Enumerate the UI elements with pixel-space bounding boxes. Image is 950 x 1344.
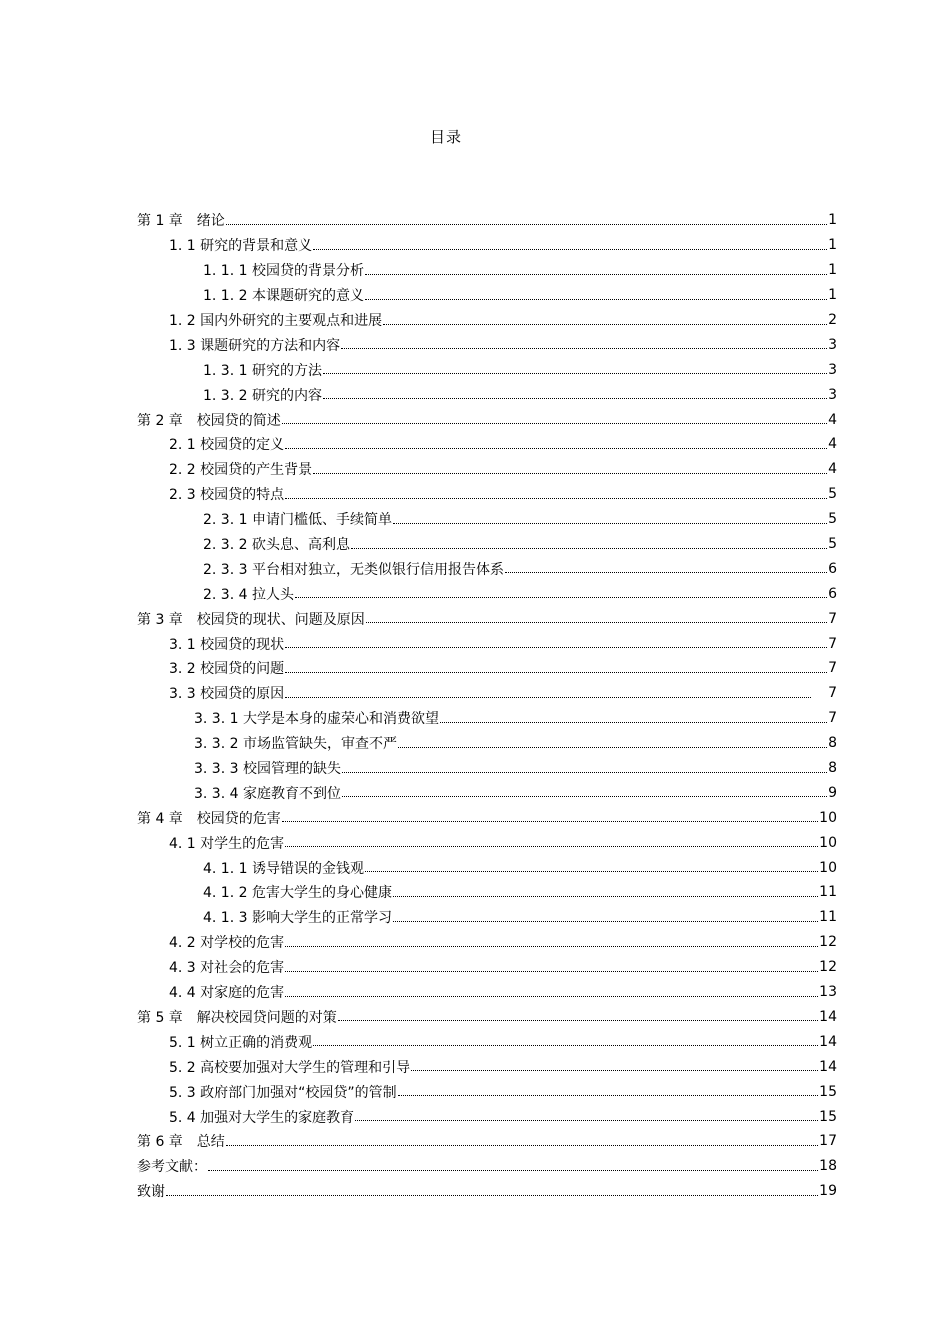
toc-entry[interactable] <box>137 731 837 756</box>
toc-dot-leader <box>285 434 827 449</box>
toc-entry-label: 3. 1 校园贷的现状 <box>169 634 284 654</box>
toc-page-number: 12 <box>819 934 837 951</box>
toc-dot-leader <box>342 758 827 773</box>
toc-entry[interactable] <box>137 1054 837 1079</box>
toc-entry-label: 2. 3. 1 申请门槛低、手续简单 <box>203 509 392 529</box>
toc-dot-leader <box>393 882 818 897</box>
toc-dot-leader <box>505 558 827 573</box>
toc-page-number: 7 <box>828 610 837 627</box>
toc-page-number: 4 <box>828 436 837 453</box>
toc-entry-label: 1. 2 国内外研究的主要观点和进展 <box>169 310 382 330</box>
toc-page-number: 3 <box>828 386 837 403</box>
toc-dot-leader <box>208 1156 818 1171</box>
toc-page-number: 17 <box>819 1133 837 1150</box>
toc-entry[interactable] <box>137 507 837 532</box>
toc-dot-leader <box>383 310 827 325</box>
toc-dot-leader <box>285 957 818 972</box>
toc-page-number: 8 <box>828 735 837 752</box>
toc-page-number: 4 <box>828 461 837 478</box>
toc-entry[interactable] <box>137 606 837 631</box>
toc-entry[interactable] <box>137 382 837 407</box>
toc-page-number: 15 <box>819 1083 837 1100</box>
toc-entry[interactable] <box>137 1029 837 1054</box>
toc-entry[interactable] <box>137 332 837 357</box>
toc-dot-leader <box>341 334 827 349</box>
toc-page-number: 11 <box>819 909 837 926</box>
toc-entry[interactable] <box>137 855 837 880</box>
toc-dot-leader <box>295 583 827 598</box>
toc-entry[interactable] <box>137 1079 837 1104</box>
toc-page-number: 10 <box>819 809 837 826</box>
toc-entry-label: 1. 3. 1 研究的方法 <box>203 360 322 380</box>
toc-entry-label: 参考文献： <box>137 1156 207 1176</box>
toc-entry-label: 4. 4 对家庭的危害 <box>169 982 284 1002</box>
toc-entry[interactable] <box>137 1179 837 1204</box>
toc-entry[interactable] <box>137 581 837 606</box>
toc-dot-leader <box>285 683 811 698</box>
toc-entry[interactable] <box>137 308 837 333</box>
toc-page-number: 14 <box>819 1008 837 1025</box>
toc-entry[interactable] <box>137 955 837 980</box>
toc-entry-label: 3. 3. 2 市场监管缺失，审查不严 <box>194 733 397 753</box>
toc-page-number: 9 <box>828 784 837 801</box>
toc-dot-leader <box>282 807 818 822</box>
toc-dot-leader <box>285 484 827 499</box>
toc-page-number: 6 <box>828 585 837 602</box>
toc-entry-label: 2. 3. 4 拉人头 <box>203 584 294 604</box>
toc-entry-label: 4. 1. 2 危害大学生的身心健康 <box>203 882 392 902</box>
toc-dot-leader <box>366 608 827 623</box>
toc-dot-leader <box>285 982 818 997</box>
toc-entry-label: 4. 1 对学生的危害 <box>169 833 284 853</box>
toc-dot-leader <box>440 708 827 723</box>
toc-entry-label: 4. 3 对社会的危害 <box>169 957 284 977</box>
toc-entry[interactable] <box>137 432 837 457</box>
toc-page-number: 7 <box>828 635 837 652</box>
toc-page-number: 7 <box>828 660 837 677</box>
toc-entry-label: 2. 3. 3 平台相对独立，无类似银行信用报告体系 <box>203 559 504 579</box>
toc-entry[interactable] <box>137 532 837 557</box>
toc-entry[interactable] <box>137 258 837 283</box>
toc-page-number: 11 <box>819 884 837 901</box>
toc-dot-leader <box>313 1031 818 1046</box>
toc-entry-label: 5. 3 政府部门加强对“校园贷”的管制 <box>169 1082 397 1102</box>
toc-entry[interactable] <box>137 407 837 432</box>
toc-dot-leader <box>393 907 818 922</box>
toc-entry[interactable] <box>137 482 837 507</box>
toc-entry-label: 2. 3. 2 砍头息、高利息 <box>203 534 350 554</box>
toc-entry-label: 第 3 章 校园贷的现状、问题及原因 <box>137 609 365 629</box>
toc-dot-leader <box>411 1056 818 1071</box>
toc-entry-label: 3. 3 校园贷的原因 <box>169 683 284 703</box>
toc-page-number: 19 <box>819 1183 837 1200</box>
toc-entry-label: 1. 1. 2 本课题研究的意义 <box>203 285 364 305</box>
toc-entry[interactable] <box>137 980 837 1005</box>
toc-entry-label: 4. 1. 1 诱导错误的金钱观 <box>203 858 364 878</box>
toc-page-number: 18 <box>819 1158 837 1175</box>
toc-dot-leader <box>285 633 827 648</box>
toc-entry-label: 第 5 章 解决校园贷问题的对策 <box>137 1007 337 1027</box>
toc-entry-label: 第 4 章 校园贷的危害 <box>137 808 281 828</box>
toc-entry[interactable] <box>137 357 837 382</box>
toc-entry[interactable] <box>137 1154 837 1179</box>
toc-entry-label: 3. 3. 1 大学是本身的虚荣心和消费欲望 <box>194 708 439 728</box>
toc-dot-leader <box>393 509 827 524</box>
toc-page-number: 7 <box>828 685 837 702</box>
toc-dot-leader <box>342 782 827 797</box>
toc-entry-label: 1. 3. 2 研究的内容 <box>203 385 322 405</box>
toc-dot-leader <box>282 409 827 424</box>
toc-page-number: 5 <box>828 536 837 553</box>
toc-entry[interactable] <box>137 208 837 233</box>
toc-dot-leader <box>365 260 827 275</box>
toc-page-number: 3 <box>828 361 837 378</box>
toc-page-number: 1 <box>828 237 837 254</box>
toc-page-number: 2 <box>828 312 837 328</box>
toc-entry[interactable] <box>137 930 837 955</box>
toc-dot-leader <box>166 1181 818 1196</box>
toc-dot-leader <box>398 1081 819 1096</box>
toc-page-number: 1 <box>828 287 837 304</box>
toc-dot-leader <box>226 210 827 225</box>
toc-entry-label: 第 6 章 总结 <box>137 1131 225 1151</box>
toc-entry[interactable] <box>137 656 837 681</box>
toc-page-number: 10 <box>819 859 837 876</box>
toc-entry-label: 2. 2 校园贷的产生背景 <box>169 459 312 479</box>
toc-entry[interactable] <box>137 457 837 482</box>
toc-entry-label: 1. 3 课题研究的方法和内容 <box>169 335 340 355</box>
toc-entry[interactable] <box>137 681 837 706</box>
toc-entry[interactable] <box>137 706 837 731</box>
toc-dot-leader <box>398 733 827 748</box>
toc-entry[interactable] <box>137 283 837 308</box>
toc-page-number: 15 <box>819 1108 837 1125</box>
toc-entry-label: 3. 2 校园贷的问题 <box>169 658 284 678</box>
toc-page-number: 14 <box>819 1058 837 1075</box>
toc-entry[interactable] <box>137 233 837 258</box>
table-of-contents <box>137 208 837 1204</box>
toc-entry[interactable] <box>137 1005 837 1030</box>
toc-entry-label: 5. 4 加强对大学生的家庭教育 <box>169 1107 354 1127</box>
toc-entry[interactable] <box>137 880 837 905</box>
toc-entry-label: 4. 1. 3 影响大学生的正常学习 <box>203 907 392 927</box>
toc-dot-leader <box>285 832 818 847</box>
toc-dot-leader <box>226 1131 818 1146</box>
toc-page-number: 14 <box>819 1033 837 1050</box>
toc-entry-label: 1. 1. 1 校园贷的背景分析 <box>203 260 364 280</box>
toc-entry[interactable] <box>137 1104 837 1129</box>
toc-dot-leader <box>351 534 827 549</box>
toc-page-number: 4 <box>828 411 837 428</box>
toc-entry[interactable] <box>137 905 837 930</box>
toc-entry-label: 4. 2 对学校的危害 <box>169 932 284 952</box>
toc-dot-leader <box>313 235 827 250</box>
toc-page-number: 5 <box>828 486 837 503</box>
toc-page-number: 5 <box>828 511 837 528</box>
toc-page-number: 12 <box>819 959 837 976</box>
toc-entry-label: 第 2 章 校园贷的简述 <box>137 410 281 430</box>
toc-entry[interactable] <box>137 830 837 855</box>
toc-page-number: 8 <box>828 760 837 777</box>
toc-entry[interactable] <box>137 556 837 581</box>
toc-page-number: 13 <box>819 984 837 1001</box>
toc-entry[interactable] <box>137 1129 837 1154</box>
toc-entry-label: 2. 3 校园贷的特点 <box>169 484 284 504</box>
toc-dot-leader <box>313 459 827 474</box>
toc-entry-label: 5. 2 高校要加强对大学生的管理和引导 <box>169 1057 410 1077</box>
toc-entry[interactable] <box>137 756 837 781</box>
toc-page-number: 6 <box>828 560 837 577</box>
page-title: 目录 <box>429 128 462 146</box>
toc-entry-label: 2. 1 校园贷的定义 <box>169 434 284 454</box>
toc-page-number: 10 <box>819 834 837 851</box>
toc-dot-leader <box>365 857 818 872</box>
toc-page-number: 7 <box>828 710 837 727</box>
toc-entry-label: 致谢 <box>137 1181 165 1201</box>
toc-page-number: 3 <box>828 336 837 353</box>
toc-entry-label: 1. 1 研究的背景和意义 <box>169 235 312 255</box>
toc-page-number: 1 <box>828 212 837 229</box>
toc-dot-leader <box>285 658 827 673</box>
toc-dot-leader <box>323 384 827 399</box>
toc-entry-label: 3. 3. 3 校园管理的缺失 <box>194 758 341 778</box>
toc-dot-leader <box>323 359 827 374</box>
toc-entry[interactable] <box>137 631 837 656</box>
toc-dot-leader <box>338 1006 818 1021</box>
toc-entry-label: 5. 1 树立正确的消费观 <box>169 1032 312 1052</box>
toc-dot-leader <box>365 285 827 300</box>
toc-entry[interactable] <box>137 780 837 805</box>
toc-page-number: 1 <box>828 262 837 279</box>
toc-dot-leader <box>355 1106 818 1121</box>
toc-entry[interactable] <box>137 805 837 830</box>
toc-entry-label: 3. 3. 4 家庭教育不到位 <box>194 783 341 803</box>
toc-dot-leader <box>285 932 818 947</box>
toc-entry-label: 第 1 章 绪论 <box>137 210 225 230</box>
